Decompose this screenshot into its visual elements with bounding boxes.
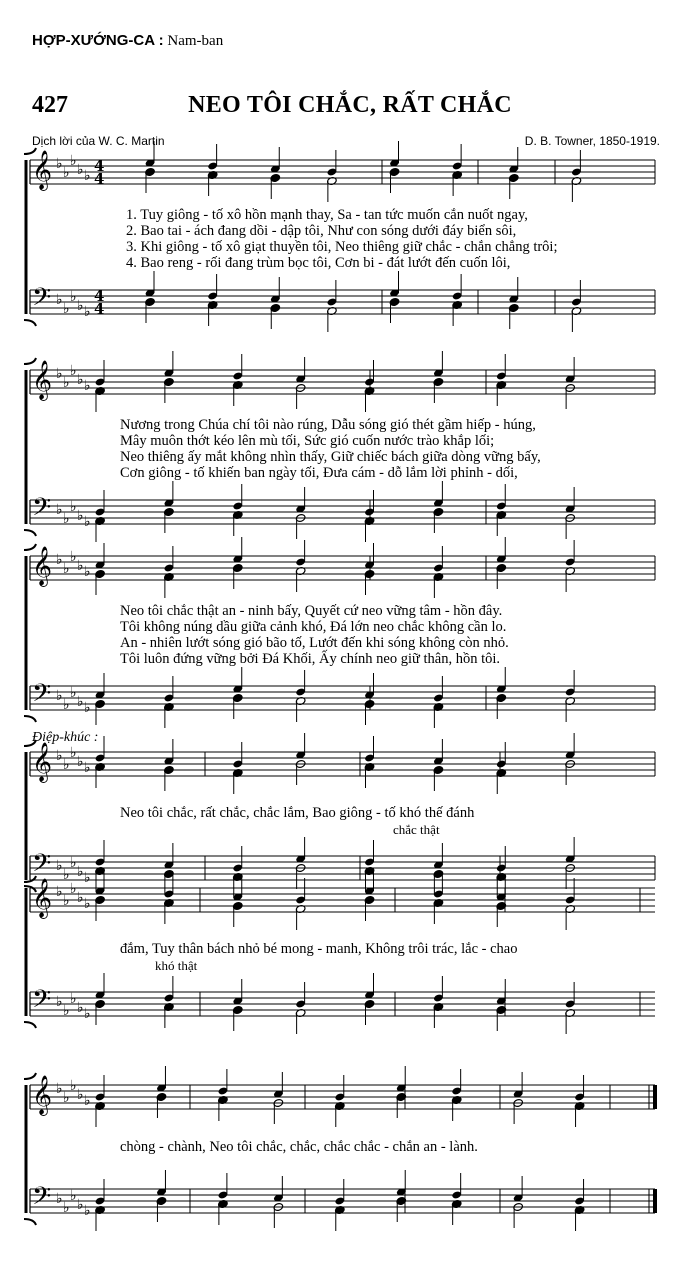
flat-icon: ♭ [63, 1003, 70, 1019]
time-signature-bottom: 4 [94, 170, 105, 188]
flat-icon: ♭ [56, 748, 63, 764]
bass-clef-icon: 𝄢 [32, 679, 52, 714]
lyric-line: Neo tôi chắc, rất chắc, chắc lắm, Bao giông - tố khó thế đánh [120, 805, 475, 821]
translator-credit: Dịch lời của W. C. Martin [32, 134, 165, 148]
bass-clef-icon: 𝄢 [32, 283, 52, 318]
bracket-bottom [24, 320, 36, 326]
flat-icon: ♭ [70, 881, 77, 897]
flat-icon: ♭ [84, 1093, 91, 1109]
flat-icon: ♭ [84, 564, 91, 580]
flat-icon: ♭ [70, 363, 77, 379]
flat-icon: ♭ [77, 1087, 84, 1103]
flat-icon: ♭ [56, 858, 63, 874]
flat-icon: ♭ [77, 694, 84, 710]
flat-icon: ♭ [70, 549, 77, 565]
lyric-line: 3. Khi giông - tố xô giạt thuyền tôi, Neo thiêng giữ chắc - chắn chẳng trôi; [126, 239, 558, 255]
time-signature-bottom: 4 [94, 300, 105, 318]
flat-icon: ♭ [84, 514, 91, 530]
flat-icon: ♭ [70, 991, 77, 1007]
flat-icon: ♭ [77, 372, 84, 388]
flat-icon: ♭ [56, 1081, 63, 1097]
flat-icon: ♭ [56, 552, 63, 568]
hymn-number: 427 [32, 92, 68, 118]
flat-icon: ♭ [84, 378, 91, 394]
book-label: HỢP-XƯỚNG-CA : [32, 32, 164, 49]
lyric-line: chòng - chành, Neo tôi chắc, chắc, chắc chắc - chắn an - lành. [120, 1139, 478, 1155]
flat-icon: ♭ [77, 754, 84, 770]
lyric-line: đắm, Tuy thân bách nhỏ bé mong - manh, Không trôi trác, lắc - chao [120, 941, 518, 957]
flat-icon: ♭ [77, 864, 84, 880]
bracket-bottom [24, 1219, 36, 1225]
lyric-line: 4. Bao reng - rối đang trùm bọc tôi, Cơn bi - đát lướt đến cuốn lôi, [126, 255, 511, 271]
flat-icon: ♭ [77, 508, 84, 524]
bass-clef-icon: 𝄢 [32, 985, 52, 1020]
time-signature-top: 4 [94, 157, 105, 175]
refrain-label: Điệp-khúc : [32, 730, 99, 745]
flat-icon: ♭ [63, 697, 70, 713]
flat-icon: ♭ [56, 884, 63, 900]
flat-icon: ♭ [56, 156, 63, 172]
flat-icon: ♭ [63, 1200, 70, 1216]
lyric-line: Mây muôn thớt kéo lên mù tối, Sức gió cuốn nước trào khắp lối; [120, 433, 495, 449]
bass-clef-icon: 𝄢 [32, 849, 52, 884]
treble-clef-icon: 𝄞 [32, 360, 53, 400]
flat-icon: ♭ [56, 366, 63, 382]
flat-icon: ♭ [77, 1000, 84, 1016]
treble-clef-icon: 𝄞 [32, 1075, 53, 1115]
bracket-bottom [24, 1022, 36, 1028]
flat-icon: ♭ [84, 304, 91, 320]
flat-icon: ♭ [56, 292, 63, 308]
bracket-bottom [24, 530, 36, 536]
flat-icon: ♭ [63, 1090, 70, 1106]
lyric-line: An - nhiên lướt sóng gió bão tố, Lướt đến khi sóng không còn nhỏ. [120, 635, 509, 651]
flat-icon: ♭ [63, 511, 70, 527]
flat-icon: ♭ [70, 745, 77, 761]
lyric-line: Nương trong Chúa chí tôi nào rúng, Dẫu sóng gió thét gầm hiếp - húng, [120, 417, 536, 433]
treble-clef-icon: 𝄞 [32, 742, 53, 782]
flat-icon: ♭ [63, 893, 70, 909]
flat-icon: ♭ [63, 757, 70, 773]
treble-clef-icon: 𝄞 [32, 150, 53, 190]
flat-icon: ♭ [77, 1197, 84, 1213]
sub-lyric: khó thật [155, 958, 198, 973]
flat-icon: ♭ [56, 502, 63, 518]
flat-icon: ♭ [84, 1006, 91, 1022]
flat-icon: ♭ [70, 1078, 77, 1094]
time-signature-top: 4 [94, 287, 105, 305]
flat-icon: ♭ [70, 289, 77, 305]
bracket-bottom [24, 716, 36, 722]
flat-icon: ♭ [56, 994, 63, 1010]
flat-icon: ♭ [84, 168, 91, 184]
flat-icon: ♭ [70, 855, 77, 871]
book-value: Nam-ban [167, 33, 224, 49]
flat-icon: ♭ [77, 298, 84, 314]
flat-icon: ♭ [63, 867, 70, 883]
lyric-line: Neo tôi chắc thật an - ninh bấy, Quyết cứ neo vững tâm - hồn đây. [120, 603, 503, 619]
treble-clef-icon: 𝄞 [32, 878, 53, 918]
flat-icon: ♭ [77, 558, 84, 574]
flat-icon: ♭ [63, 561, 70, 577]
composer-credit: D. B. Towner, 1850-1919. [524, 134, 660, 148]
hymn-title: NEO TÔI CHẮC, RẤT CHẮC [188, 92, 512, 118]
bass-clef-icon: 𝄢 [32, 1182, 52, 1217]
flat-icon: ♭ [84, 1203, 91, 1219]
flat-icon: ♭ [56, 1191, 63, 1207]
flat-icon: ♭ [56, 688, 63, 704]
flat-icon: ♭ [84, 760, 91, 776]
flat-icon: ♭ [70, 153, 77, 169]
sub-lyric: chắc thật [393, 822, 440, 837]
flat-icon: ♭ [70, 685, 77, 701]
lyric-line: Tôi luôn đứng vững bởi Đá Khối, Ấy chính neo giữ thân, hồn tôi. [120, 651, 501, 667]
lyric-line: Cơn giông - tố khiến ban ngày tối, Đưa cám - dỗ lắm lời phỉnh - dối, [120, 465, 518, 481]
flat-icon: ♭ [84, 896, 91, 912]
flat-icon: ♭ [63, 165, 70, 181]
lyric-line: 2. Bao tai - ách đang dồi - dập tôi, Như con sóng dưới đáy biển sôi, [126, 223, 517, 239]
flat-icon: ♭ [63, 301, 70, 317]
bass-clef-icon: 𝄢 [32, 493, 52, 528]
lyric-line: Tôi không núng dầu giữa cảnh khó, Đá lớn neo chắc không cần lo. [120, 619, 507, 635]
flat-icon: ♭ [70, 499, 77, 515]
lyric-line: Neo thiêng ấy mắt không nhìn thấy, Giữ chiếc bách giữa dòng vững bấy, [120, 449, 541, 465]
flat-icon: ♭ [84, 700, 91, 716]
treble-clef-icon: 𝄞 [32, 546, 53, 586]
flat-icon: ♭ [77, 890, 84, 906]
flat-icon: ♭ [70, 1188, 77, 1204]
flat-icon: ♭ [77, 162, 84, 178]
lyric-line: 1. Tuy giông - tố xô hồn mạnh thay, Sa - tan tức muốn cắn nuốt ngay, [126, 207, 528, 223]
flat-icon: ♭ [84, 870, 91, 886]
flat-icon: ♭ [63, 375, 70, 391]
